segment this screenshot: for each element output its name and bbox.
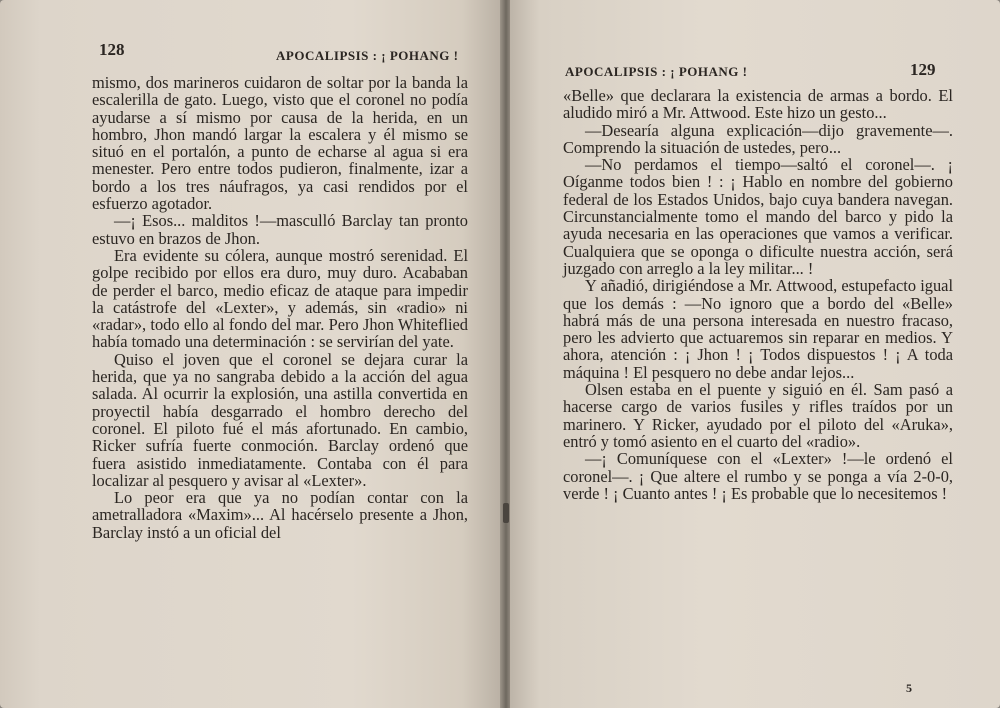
right-paragraph-6: —¡ Comuníquese con el «Lexter» !—le ordenó el coronel—. ¡ Que altere el rumbo y se ponga a vía 2-0-0, verde ! ¡ Cuanto antes ! ¡ Es probable que lo necesitemos ! [563, 449, 953, 503]
right-paragraph-2: —Desearía alguna explicación—dijo gravemente—. Comprendo la situación de ustedes, pero... [563, 120, 953, 157]
right-paragraph-1: «Belle» que declarara la existencia de armas a bordo. El aludido miró a Mr. Attwood. Este hizo un gesto... [563, 86, 953, 123]
right-paragraph-5: Olsen estaba en el puente y siguió en él. Sam pasó a hacerse cargo de varios fusiles y rifles traídos por un marinero. Y Ricker, ayudado por el piloto del «Aruka», entró y tomó asiento en el cuarto del «radio». [563, 380, 953, 451]
left-body-text [92, 74, 468, 541]
right-page [510, 0, 1000, 708]
left-running-head: APOCALIPSIS : ¡ POHANG ! [276, 48, 459, 63]
right-running-head: APOCALIPSIS : ¡ POHANG ! [565, 64, 748, 79]
left-paragraph-3: Era evidente su cólera, aunque mostró serenidad. El golpe recibido por ellos era duro, muy duro. Acababan de perder el barco, medio eficaz de ataque para impedir la catástrofe del «Lexter», y además, sin «radio» ni «radar», todo ello al fondo del mar. Pero Jhon Whiteflied había tomado una determinación : se servirían del yate. [92, 245, 468, 352]
right-paragraph-3: —No perdamos el tiempo—saltó el coronel—. ¡ Oíganme todos bien ! : ¡ Hablo en nombre del gobierno federal de los Estados Unidos, bajo cuya bandera navegan. Circunstancialmente tomo el mando del barco y pido la ayuda necesaria en las operaciones que vamos a verificar. Cualquiera que se oponga o dificulte nuestra acción, será juzgado con arreglo a la ley militar... ! [563, 155, 953, 278]
right-paragraph-4: Y añadió, dirigiéndose a Mr. Attwood, estupefacto igual que los demás : —No ignoro que a bordo del «Belle» habrá más de una persona interesada en nuestro fracaso, pero les advierto que actuaremos sin reparar en medios. Y ahora, atención : ¡ Jhon ! ¡ Todos dispuestos ! ¡ A toda máquina ! El pesquero no debe andar lejos... [563, 276, 953, 382]
left-page-number: 128 [99, 40, 125, 59]
left-paragraph-2: —¡ Esos... malditos !—masculló Barclay tan pronto estuvo en brazos de Jhon. [92, 211, 468, 248]
right-body-text [563, 87, 953, 502]
signature-mark: 5 [906, 681, 912, 695]
left-paragraph-5: Lo peor era que ya no podían contar con la ametralladora «Maxim»... Al hacérselo presente a Jhon, Barclay instó a un oficial del [92, 488, 468, 542]
left-paragraph-1: mismo, dos marineros cuidaron de soltar por la banda la escalerilla de gato. Luego, visto que el coronel no podía ayudarse a sí mismo por causa de la herida, en un hombro, Jhon mandó largar la escalera y él mismo se situó en el portalón, a punto de echarse al agua si era menester. Pero entre todos pudieron, finalmente, izar a bordo a los tres náufragos, ya casi rendidos por el esfuerzo agotador. [92, 73, 468, 214]
left-paragraph-4: Quiso el joven que el coronel se dejara curar la herida, que ya no sangraba debido a la acción del agua salada. Al ocurrir la explosión, una astilla convertida en proyectil había desgarrado el hombro derecho del coronel. El piloto fué el más afortunado. En cambio, Ricker sufría fuerte conmoción. Barclay ordenó que fuera asistido inmediatamente. Contaba con él para localizar al pesquero y avisar al «Lexter». [92, 349, 468, 490]
right-page-number: 129 [910, 60, 936, 79]
binding-staple [503, 503, 509, 523]
